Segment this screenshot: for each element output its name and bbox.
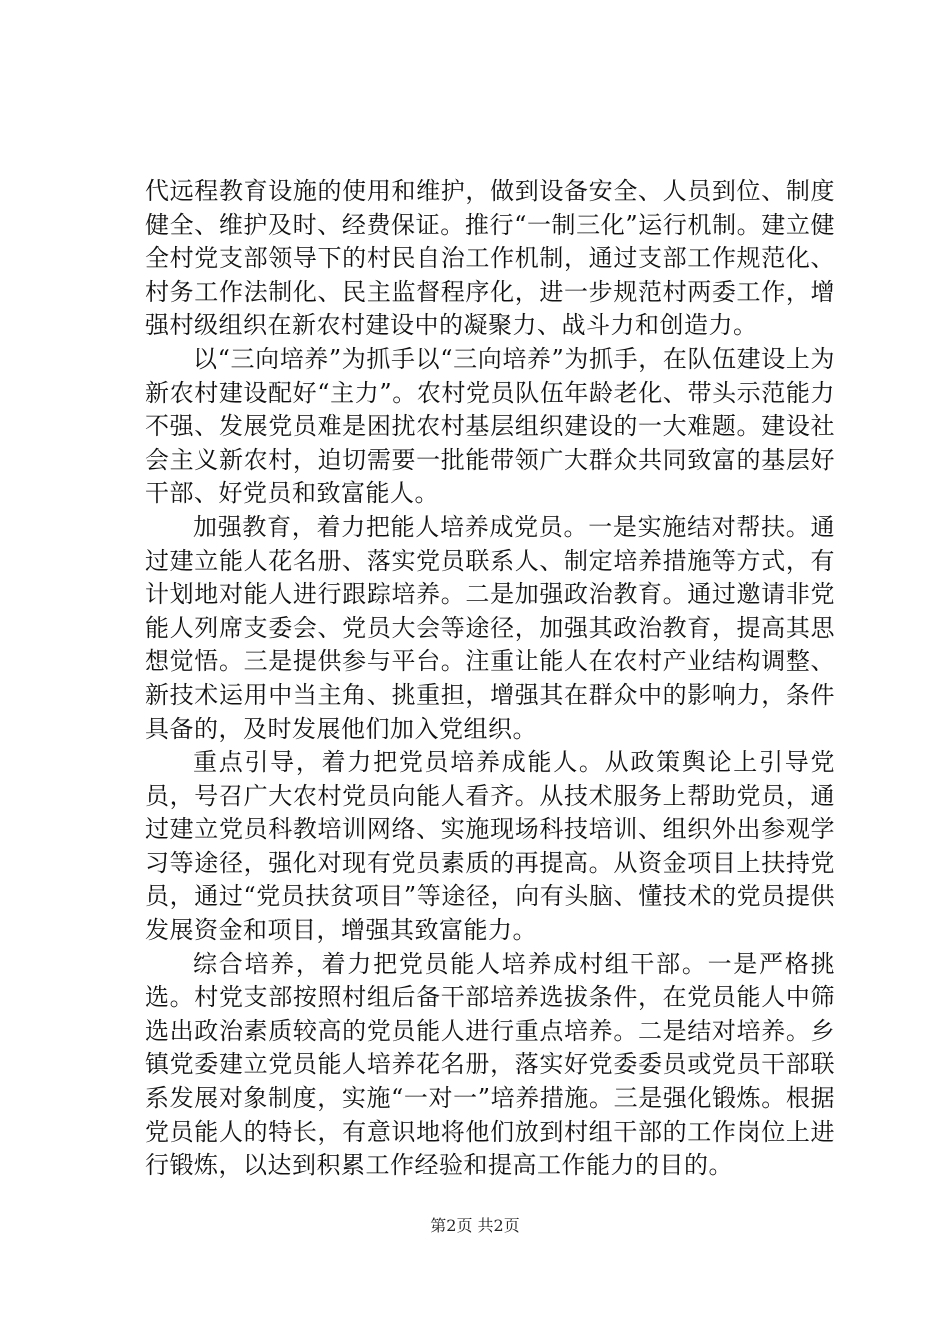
page-number-label: 第2页 共2页 [430,1216,520,1235]
paragraph-continued: 代远程教育设施的使用和维护，做到设备安全、人员到位、制度健全、维护及时、经费保证。推行“一制三化”运行机制。建立健全村党支部领导下的村民自治工作机制，通过支部工作规范化、村务工作法制化、民主监督程序化，进一步规范村两委工作，增强村级组织在新农村建设中的凝聚力、战斗力和创造力。 [145,177,835,340]
document-body [145,175,835,1183]
paragraph-comprehensive-training: 综合培养，着力把党员能人培养成村组干部。一是严格挑选。村党支部按照村组后备干部培养选拔条件，在党员能人中筛选出政治素质较高的党员能人进行重点培养。二是结对培养。乡镇党委建立党员能人培养花名册，落实好党委委员或党员干部联系发展对象制度，实施“一对一”培养措施。三是强化锻炼。根据党员能人的特长，有意识地将他们放到村组干部的工作岗位上进行锻炼，以达到积累工作经验和提高工作能力的目的。 [145,949,835,1180]
paragraph-key-guidance: 重点引导，着力把党员培养成能人。从政策舆论上引导党员，号召广大农村党员向能人看齐。从技术服务上帮助党员，通过建立党员科教培训网络、实施现场科技培训、组织外出参观学习等途径，强化对现有党员素质的再提高。从资金项目上扶持党员，通过“党员扶贫项目”等途径，向有头脑、懂技术的党员提供发展资金和项目，增强其致富能力。 [145,748,835,945]
paragraph-three-way-training: 以“三向培养”为抓手以“三向培养”为抓手，在队伍建设上为新农村建设配好“主力”。农村党员队伍年龄老化、带头示范能力不强、发展党员难是困扰农村基层组织建设的一大难题。建设社会主义新农村，迫切需要一批能带领广大群众共同致富的基层好干部、好党员和致富能人。 [145,344,835,508]
page-footer [0,1216,950,1236]
paragraph-strengthen-education: 加强教育，着力把能人培养成党员。一是实施结对帮扶。通过建立能人花名册、落实党员联系人、制定培养措施等方式，有计划地对能人进行跟踪培养。二是加强政治教育。通过邀请非党能人列席支委会、党员大会等途径，加强其政治教育，提高其思想觉悟。三是提供参与平台。注重让能人在农村产业结构调整、新技术运用中当主角、挑重担，增强其在群众中的影响力，条件具备的，及时发展他们加入党组织。 [145,512,835,743]
